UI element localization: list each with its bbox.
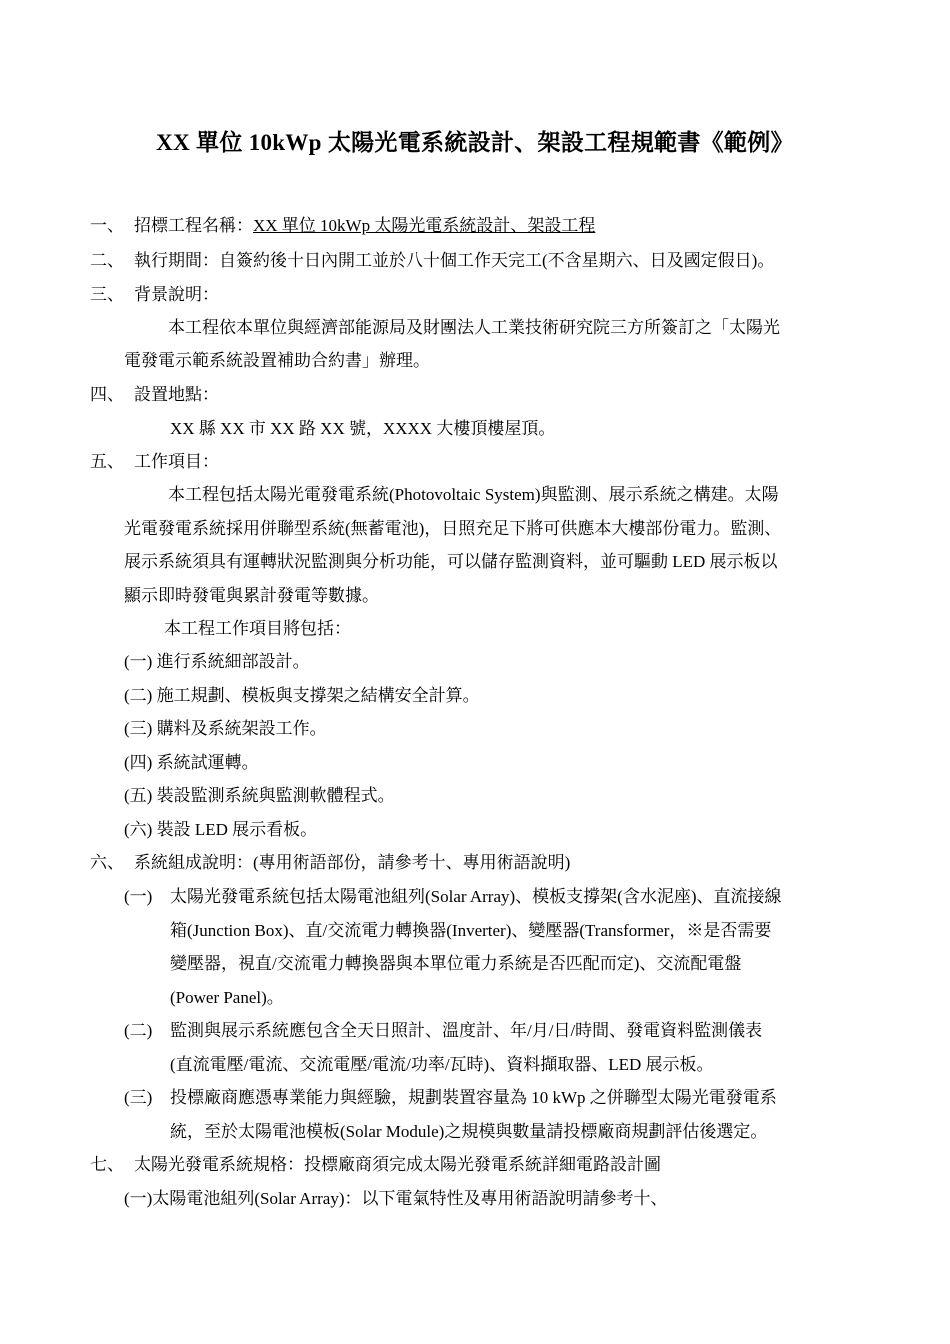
component-item-line: (Power Panel)。 — [170, 988, 284, 1007]
work-item: (六) 裝設 LED 展示看板。 — [124, 820, 318, 839]
component-item-number: (一) — [124, 887, 153, 906]
section-1-heading — [134, 215, 595, 237]
section-6-number: 六、 — [90, 853, 124, 872]
work-item: (三) 購料及系統架設工作。 — [124, 719, 327, 738]
project-name: XX 單位 10kWp 太陽光電系統設計、架設工程 — [253, 216, 596, 235]
section-6-text: 系統組成說明：(專用術語部份，請參考十、專用術語說明) — [134, 853, 571, 872]
section-5-line: 展示系統須具有運轉狀況監測與分析功能，可以儲存監測資料，並可驅動 LED 展示板以 — [124, 552, 778, 571]
installation-location: XX 縣 XX 市 XX 路 XX 號，XXXX 大樓頂樓屋頂。 — [170, 419, 556, 438]
work-items-intro: 本工程工作項目將包括： — [164, 619, 351, 638]
section-7-number: 七、 — [90, 1155, 124, 1174]
component-item-number: (二) — [124, 1021, 153, 1040]
section-5-line: 顯示即時發電與累計發電等數據。 — [124, 586, 379, 605]
section-3-number: 三、 — [90, 285, 124, 304]
component-item-line: 箱(Junction Box)、直/交流電力轉換器(Inverter)、變壓器(Transformer，※是否需要 — [170, 921, 772, 940]
component-item-line: 監測與展示系統應包含全天日照計、溫度計、年/月/日/時間、發電資料監測儀表 — [170, 1021, 763, 1040]
component-item-line: 統，至於太陽電池模板(Solar Module)之規模與數量請投標廠商規劃評估後選定。 — [170, 1122, 768, 1141]
section-7-text: 太陽光發電系統規格：投標廠商須完成太陽光發電系統詳細電路設計圖 — [134, 1155, 661, 1174]
component-item-number: (三) — [124, 1088, 153, 1107]
component-item-line: 太陽光發電系統包括太陽電池組列(Solar Array)、模板支撐架(含水泥座)、直流接線 — [170, 887, 782, 906]
component-item-line: 投標廠商應憑專業能力與經驗，規劃裝置容量為 10 kWp 之併聯型太陽光電發電系 — [170, 1088, 777, 1107]
section-1-label: 招標工程名稱： — [134, 216, 253, 235]
section-5-label: 工作項目： — [134, 452, 219, 471]
section-2-number: 二、 — [90, 251, 124, 270]
work-item: (一) 進行系統細部設計。 — [124, 652, 310, 671]
section-3-line: 本工程依本單位與經濟部能源局及財團法人工業技術研究院三方所簽訂之「太陽光 — [168, 318, 780, 337]
section-5-line: 光電發電系統採用併聯型系統(無蓄電池)，日照充足下將可供應本大樓部份電力。監測、 — [124, 519, 782, 538]
section-4-label: 設置地點： — [134, 385, 219, 404]
work-item: (四) 系統試運轉。 — [124, 753, 259, 772]
document-title: XX 單位 10kWp 太陽光電系統設計、架設工程規範書《範例》 — [156, 130, 794, 155]
component-item-line: 變壓器，視直/交流電力轉換器與本單位電力系統是否匹配而定)、交流配電盤 — [170, 954, 742, 973]
section-7-subitem: (一)太陽電池組列(Solar Array)：以下電氣特性及專用術語說明請參考十、 — [124, 1189, 668, 1208]
section-4-number: 四、 — [90, 385, 124, 404]
component-item-line: (直流電壓/電流、交流電壓/電流/功率/瓦時)、資料擷取器、LED 展示板。 — [170, 1055, 714, 1074]
work-item: (二) 施工規劃、模板與支撐架之結構安全計算。 — [124, 686, 480, 705]
work-item: (五) 裝設監測系統與監測軟體程式。 — [124, 786, 395, 805]
section-5-line: 本工程包括太陽光電發電系統(Photovoltaic System)與監測、展示系統之構建。太陽 — [168, 485, 779, 504]
section-3-line: 電發電示範系統設置補助合約書」辦理。 — [124, 351, 430, 370]
section-1-number: 一、 — [90, 216, 124, 235]
section-3-label: 背景說明： — [134, 285, 219, 304]
section-5-number: 五、 — [90, 452, 124, 471]
section-2-text: 執行期間：自簽約後十日內開工並於八十個工作天完工(不含星期六、日及國定假日)。 — [134, 251, 775, 270]
